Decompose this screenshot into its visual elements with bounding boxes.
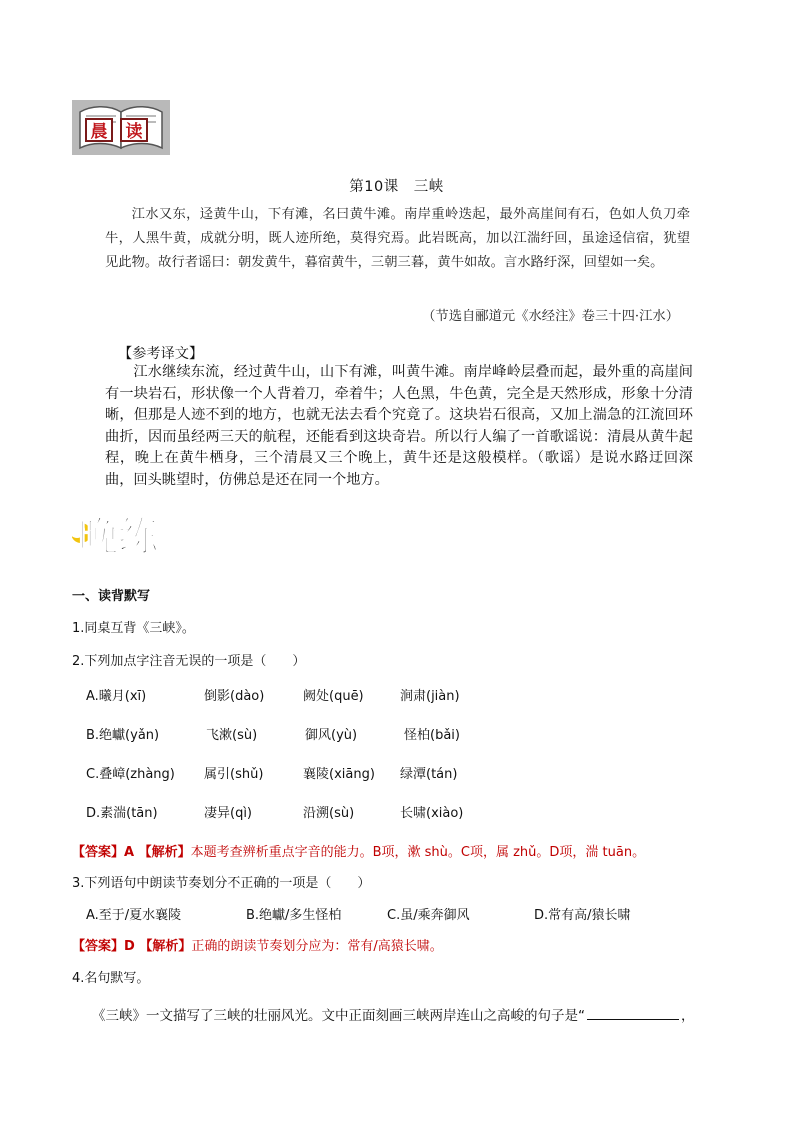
question-3-answer — [72, 935, 443, 954]
q3-option-a: A.至于/夏水襄陵 — [86, 908, 182, 923]
translation-paragraph: 江水继续东流，经过黄牛山，山下有滩，叫黄牛滩。南岸峰岭层叠而起，最外重的高崖间有一块岩石，形状像一个人背着刀，牵着牛；人色黑，牛色黄，完全是天然形成，形象十分清晰，但那是人迹不到的地方，也就无法去看个究竟了。这块岩石很高，又加上湍急的江流回环曲折，因而虽经两三天的航程，还能看到这块奇岩。所以行人编了一首歌谣说：清晨从黄牛起程，晚上在黄牛栖身，三个清晨又三个晚上，黄牛还是这般模样。（歌谣）是说水路迂回深曲，回头眺望时，仿佛总是还在同一个地方。 — [105, 364, 693, 488]
option-d-3: 沿溯(sù) — [303, 806, 355, 821]
morning-reading-badge — [72, 100, 170, 155]
fill-in-question — [92, 1004, 695, 1024]
q3-option-c: C.虽/乘奔御风 — [387, 908, 470, 923]
answer-tag: 【答案】D 【解析】 — [72, 939, 192, 954]
option-a-1: A.曦月(xī) — [86, 689, 147, 704]
question-2-answer — [72, 841, 645, 860]
q3-option-b: B.绝巘/多生怪柏 — [246, 908, 342, 923]
option-b-2: 飞漱(sù) — [206, 728, 258, 743]
section-heading: 一、读背默写 — [72, 589, 151, 604]
fill-end: ， — [681, 1008, 695, 1024]
classical-text — [105, 203, 690, 275]
option-b-1: B.绝巘(yǎn) — [86, 728, 160, 743]
evening-badge-text: 晚练 — [78, 514, 158, 560]
answer-tag: 【答案】A 【解析】 — [72, 845, 191, 860]
question-2-stem: 2.下列加点字注音无误的一项是（ ） — [72, 654, 306, 669]
option-b-4: 怪柏(bǎi) — [404, 728, 460, 743]
option-c-2: 属引(shǔ) — [204, 767, 264, 782]
option-b-3: 御风(yù) — [305, 728, 358, 743]
source-citation: （节选自郦道元《水经注》卷三十四·江水） — [422, 309, 679, 324]
option-c-1: C.叠嶂(zhàng) — [86, 767, 175, 782]
option-d-2: 凄异(qì) — [204, 806, 253, 821]
option-d-4: 长啸(xiào) — [400, 806, 464, 821]
answer-blank[interactable] — [587, 1005, 679, 1020]
answer-explanation: 正确的朗读节奏划分应为：常有/高猿长啸。 — [191, 939, 443, 954]
question-4: 4.名句默写。 — [72, 971, 150, 986]
evening-practice-badge — [72, 506, 172, 560]
option-c-3: 襄陵(xiāng) — [303, 767, 375, 782]
option-a-4: 涧肃(jiàn) — [400, 689, 460, 704]
option-a-2: 倒影(dào) — [204, 689, 265, 704]
morning-badge-char-2: 读 — [120, 118, 148, 142]
option-c-4: 绿潭(tán) — [400, 767, 458, 782]
question-3-stem: 3.下列语句中朗读节奏划分不正确的一项是（ ） — [72, 876, 371, 891]
option-d-1: D.素湍(tān) — [86, 806, 158, 821]
classical-paragraph: 江水又东，迳黄牛山，下有滩，名曰黄牛滩。南岸重岭迭起，最外高崖间有石，色如人负刀牵牛，人黑牛黄，成就分明，既人迹所绝，莫得究焉。此岩既高，加以江湍纡回，虽途迳信宿，犹望见此物。故行者谣曰：朝发黄牛，暮宿黄牛，三朝三暮，黄牛如故。言水路纡深，回望如一矣。 — [105, 207, 690, 270]
answer-explanation: 本题考查辨析重点字音的能力。B项，漱 shù。C项，属 zhǔ。D项，湍 tuān。 — [190, 845, 646, 860]
translation-text — [105, 362, 693, 491]
reference-translation-heading: 【参考译文】 — [118, 346, 204, 362]
fill-prompt: 《三峡》一文描写了三峡的壮丽风光。文中正面刻画三峡两岸连山之高峻的句子是“ — [92, 1008, 585, 1024]
option-a-3: 阙处(quē) — [303, 689, 364, 704]
q3-option-d: D.常有高/猿长啸 — [534, 908, 631, 923]
lesson-title: 第10课 三峡 — [349, 179, 444, 195]
question-1: 1.同桌互背《三峡》。 — [72, 621, 195, 636]
morning-badge-char-1: 晨 — [85, 118, 113, 142]
